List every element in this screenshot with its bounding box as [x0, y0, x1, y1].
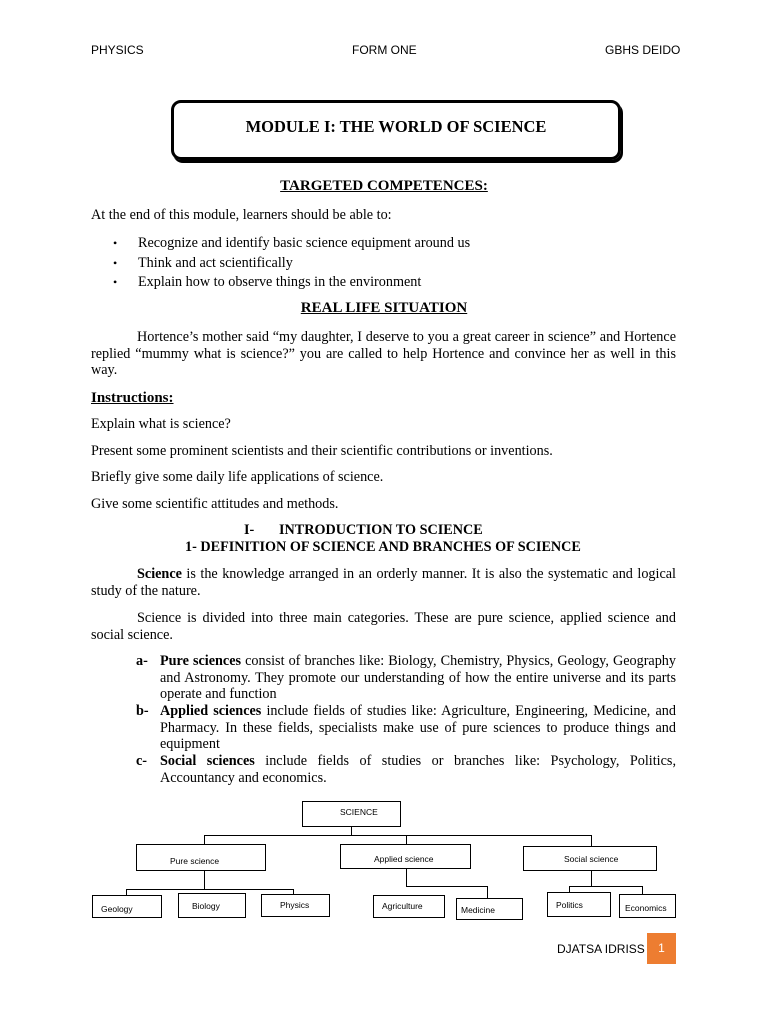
category-text: consist of branches like: Biology, Chemistry, Physics, Geology, Geography and Astronomy. They promote our understanding of how the entire universe and its parts operate and function [160, 653, 676, 703]
connector-line [642, 886, 643, 894]
diagram-node-physics: Physics [261, 894, 330, 917]
instruction-item: Briefly give some daily life applications of science. [91, 469, 384, 485]
connector-line [487, 886, 488, 898]
diagram-node-geology: Geology [92, 895, 162, 918]
category-label: b- [136, 703, 149, 719]
category-label: c- [136, 753, 148, 769]
diagram-node-pure-science: Pure science [136, 844, 266, 871]
real-life-heading: REAL LIFE SITUATION [300, 300, 468, 316]
category-applied [160, 703, 676, 753]
connector-line [591, 835, 592, 846]
diagram-node-applied-science: Applied science [340, 844, 471, 869]
competences-heading: TARGETED COMPETENCES: [280, 178, 488, 194]
connector-line [204, 835, 205, 844]
definition-text: is the knowledge arranged in an orderly manner. It is also the systematic and logical study of the nature. [91, 566, 676, 599]
diagram-node-medicine: Medicine [456, 898, 523, 920]
connector-line [351, 826, 352, 835]
diagram-node-agriculture: Agriculture [373, 895, 445, 918]
connector-line [204, 835, 592, 836]
bullet-icon: • [113, 236, 118, 250]
connector-line [591, 870, 592, 886]
category-social [160, 753, 676, 786]
category-label: a- [136, 653, 148, 669]
connector-line [406, 886, 488, 887]
diagram-root-science: SCIENCE [302, 801, 401, 827]
category-text: include fields of studies or branches like: Psychology, Politics, Accountancy and economics. [160, 753, 676, 786]
instruction-item: Explain what is science? [91, 416, 231, 432]
diagram-node-social-science: Social science [523, 846, 657, 871]
module-title-box [171, 100, 621, 160]
connector-line [569, 886, 643, 887]
division-paragraph: Science is divided into three main categories. These are pure science, applied science and social science. [91, 610, 676, 643]
connector-line [406, 868, 407, 886]
diagram-node-biology: Biology [178, 893, 246, 918]
diagram-node-economics: Economics [619, 894, 676, 918]
section-title: INTRODUCTION TO SCIENCE [279, 522, 483, 538]
category-term: Applied sciences [160, 703, 262, 719]
connector-line [126, 889, 294, 890]
module-title: MODULE I: THE WORLD OF SCIENCE [245, 117, 547, 136]
instructions-heading: Instructions: [91, 390, 174, 406]
footer-author: DJATSA IDRISS [557, 942, 645, 956]
definition-paragraph [91, 566, 676, 599]
subsection-title: 1- DEFINITION OF SCIENCE AND BRANCHES OF SCIENCE [185, 539, 581, 555]
header-form: FORM ONE [352, 43, 417, 57]
competence-item: Explain how to observe things in the environment [138, 274, 422, 290]
category-term: Pure sciences [160, 653, 242, 669]
science-term: Science [137, 566, 182, 582]
category-pure [160, 653, 676, 703]
competence-item: Recognize and identify basic science equipment around us [138, 235, 471, 251]
instruction-item: Give some scientific attitudes and methods. [91, 496, 339, 512]
category-term: Social sciences [160, 753, 255, 769]
real-life-text: Hortence’s mother said “my daughter, I deserve to you a great career in science” and Hortence replied “mummy what is science?” you are called to help Hortence and convince her as well in this way. [91, 329, 676, 379]
bullet-icon: • [113, 275, 118, 289]
competence-item: Think and act scientifically [138, 255, 293, 271]
header-school: GBHS DEIDO [605, 43, 681, 57]
connector-line [204, 870, 205, 889]
competences-intro: At the end of this module, learners should be able to: [91, 207, 392, 223]
connector-line [406, 835, 407, 844]
header-subject: PHYSICS [91, 43, 144, 57]
category-text: include fields of studies like: Agriculture, Engineering, Medicine, and Pharmacy. In these fields, specialists make use of pure sciences to produce things and equipment [160, 703, 676, 753]
page-number-badge: 1 [647, 933, 676, 964]
instruction-item: Present some prominent scientists and their scientific contributions or inventions. [91, 443, 553, 459]
diagram-node-politics: Politics [547, 892, 611, 917]
bullet-icon: • [113, 256, 118, 270]
section-number: I- [244, 522, 255, 538]
